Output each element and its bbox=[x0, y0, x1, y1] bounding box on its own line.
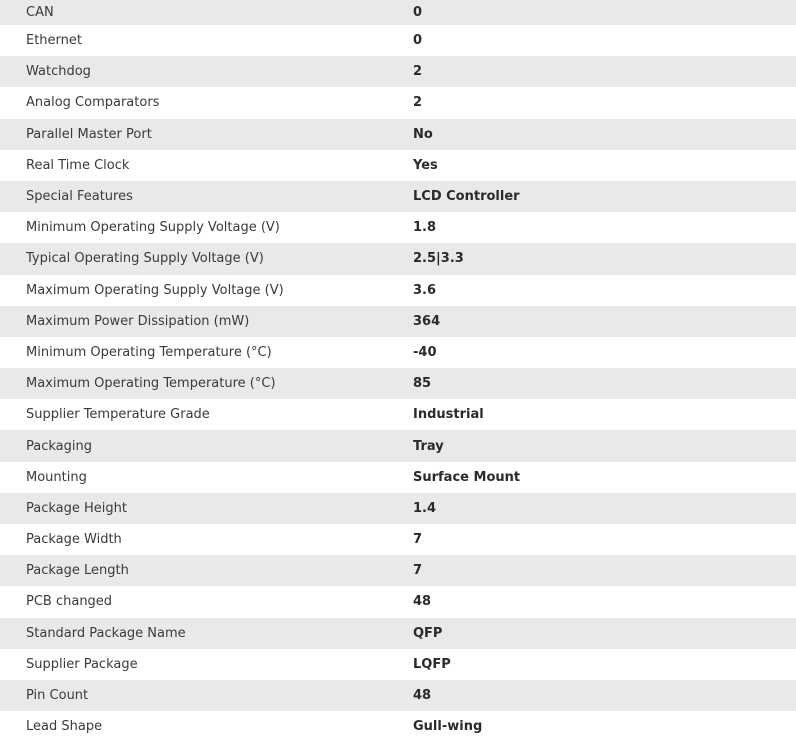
spec-label: Lead Shape bbox=[0, 711, 387, 742]
spec-row-mounting bbox=[0, 462, 796, 493]
spec-value: -40 bbox=[387, 337, 796, 368]
spec-row-supplier-temp-grade bbox=[0, 399, 796, 430]
spec-row-min-supply-voltage bbox=[0, 212, 796, 243]
spec-value: LCD Controller bbox=[387, 181, 796, 212]
spec-row-max-power-dissipation bbox=[0, 306, 796, 337]
spec-row-can bbox=[0, 0, 796, 25]
spec-value: 0 bbox=[387, 0, 796, 25]
spec-value: 85 bbox=[387, 368, 796, 399]
spec-label: Maximum Operating Supply Voltage (V) bbox=[0, 275, 387, 306]
spec-row-max-operating-temp bbox=[0, 368, 796, 399]
spec-label: Supplier Package bbox=[0, 649, 387, 680]
spec-row-supplier-package bbox=[0, 649, 796, 680]
spec-label: Typical Operating Supply Voltage (V) bbox=[0, 243, 387, 274]
spec-row-pcb-changed bbox=[0, 586, 796, 617]
spec-value: 7 bbox=[387, 524, 796, 555]
spec-row-packaging bbox=[0, 430, 796, 461]
spec-value: 48 bbox=[387, 680, 796, 711]
spec-label: Minimum Operating Temperature (°C) bbox=[0, 337, 387, 368]
spec-label: Pin Count bbox=[0, 680, 387, 711]
spec-value: 2 bbox=[387, 87, 796, 118]
spec-row-max-supply-voltage bbox=[0, 275, 796, 306]
spec-label: Package Height bbox=[0, 493, 387, 524]
spec-value: 364 bbox=[387, 306, 796, 337]
spec-label: Mounting bbox=[0, 462, 387, 493]
spec-label: Package Width bbox=[0, 524, 387, 555]
spec-row-ethernet bbox=[0, 25, 796, 56]
spec-label: Special Features bbox=[0, 181, 387, 212]
spec-label: Minimum Operating Supply Voltage (V) bbox=[0, 212, 387, 243]
spec-value: LQFP bbox=[387, 649, 796, 680]
spec-value: 1.8 bbox=[387, 212, 796, 243]
spec-label: Supplier Temperature Grade bbox=[0, 399, 387, 430]
spec-row-real-time-clock bbox=[0, 150, 796, 181]
spec-row-watchdog bbox=[0, 56, 796, 87]
spec-label: Standard Package Name bbox=[0, 618, 387, 649]
spec-value: 2.5|3.3 bbox=[387, 243, 796, 274]
spec-value: 3.6 bbox=[387, 275, 796, 306]
spec-label: Ethernet bbox=[0, 25, 387, 56]
spec-row-parallel-master-port bbox=[0, 119, 796, 150]
spec-row-min-operating-temp bbox=[0, 337, 796, 368]
spec-value: 2 bbox=[387, 56, 796, 87]
spec-row-pin-count bbox=[0, 680, 796, 711]
spec-label: Real Time Clock bbox=[0, 150, 387, 181]
spec-label: Watchdog bbox=[0, 56, 387, 87]
spec-row-package-length bbox=[0, 555, 796, 586]
spec-value: Surface Mount bbox=[387, 462, 796, 493]
spec-value: 0 bbox=[387, 25, 796, 56]
spec-value: No bbox=[387, 119, 796, 150]
spec-label: PCB changed bbox=[0, 586, 387, 617]
spec-row-standard-package-name bbox=[0, 618, 796, 649]
spec-row-lead-shape bbox=[0, 711, 796, 742]
spec-value: 7 bbox=[387, 555, 796, 586]
spec-label: Maximum Power Dissipation (mW) bbox=[0, 306, 387, 337]
spec-value: Industrial bbox=[387, 399, 796, 430]
spec-value: Tray bbox=[387, 430, 796, 461]
spec-row-analog-comparators bbox=[0, 87, 796, 118]
spec-label: CAN bbox=[0, 0, 387, 25]
spec-label: Packaging bbox=[0, 430, 387, 461]
spec-value: Yes bbox=[387, 150, 796, 181]
spec-value: Gull-wing bbox=[387, 711, 796, 742]
spec-row-typ-supply-voltage bbox=[0, 243, 796, 274]
spec-value: QFP bbox=[387, 618, 796, 649]
spec-label: Analog Comparators bbox=[0, 87, 387, 118]
spec-value: 48 bbox=[387, 586, 796, 617]
spec-row-package-height bbox=[0, 493, 796, 524]
spec-row-special-features bbox=[0, 181, 796, 212]
spec-row-package-width bbox=[0, 524, 796, 555]
spec-label: Parallel Master Port bbox=[0, 119, 387, 150]
spec-value: 1.4 bbox=[387, 493, 796, 524]
spec-label: Package Length bbox=[0, 555, 387, 586]
spec-label: Maximum Operating Temperature (°C) bbox=[0, 368, 387, 399]
